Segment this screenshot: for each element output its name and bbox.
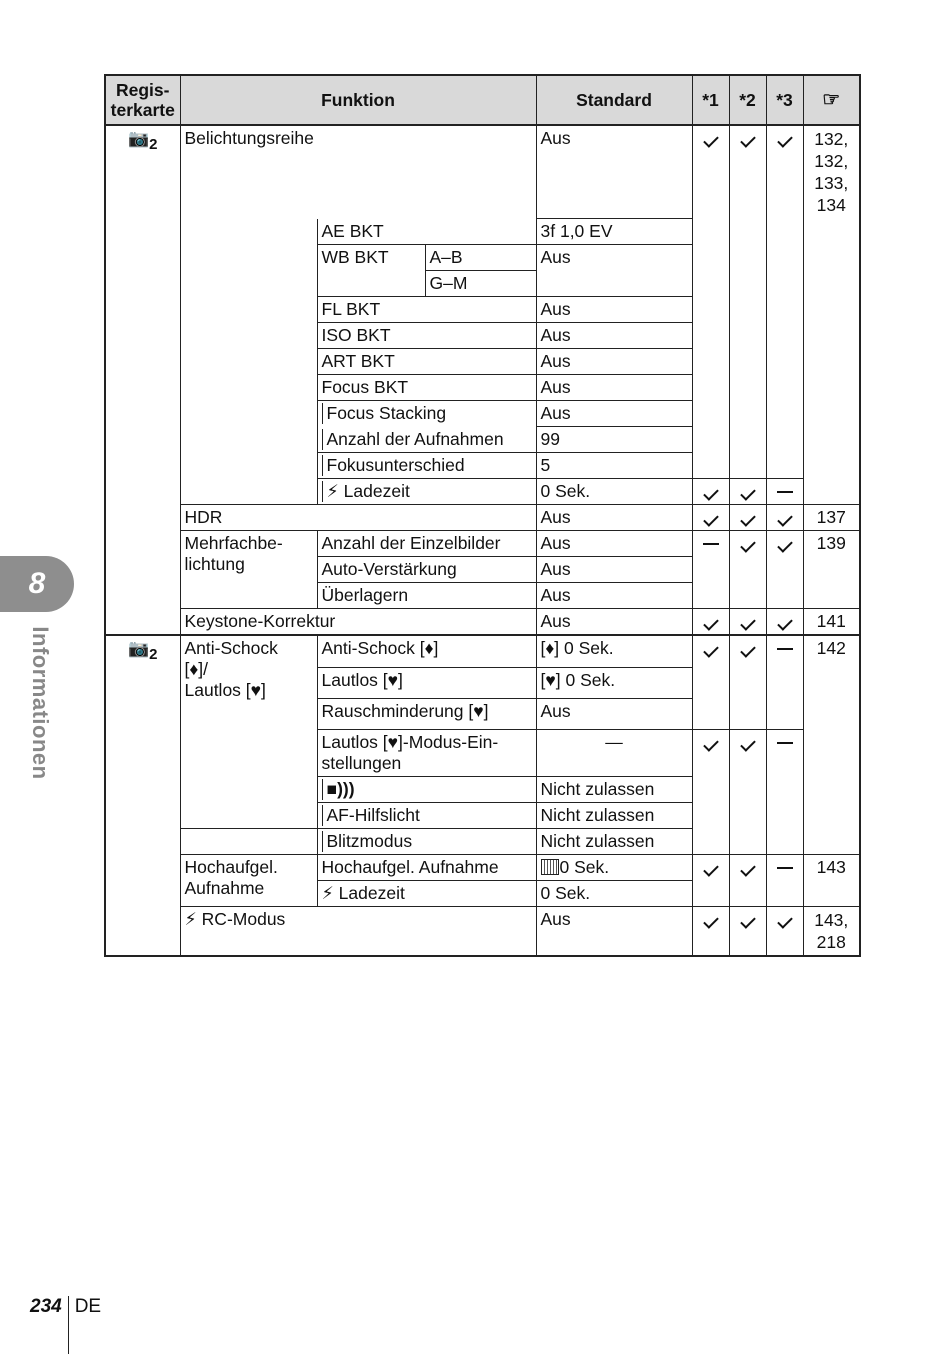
hdr-label: HDR: [180, 505, 536, 531]
footer-divider: [68, 1296, 69, 1354]
check-2: [729, 125, 766, 219]
fl-bkt-std: Aus: [536, 297, 692, 323]
tab-camera-2: [105, 125, 180, 219]
lautlos-modus-std: —: [536, 730, 692, 777]
check-icon: [740, 537, 756, 553]
check-1: [692, 479, 729, 505]
page-number: 234: [30, 1296, 62, 1317]
page-footer: [30, 1296, 101, 1354]
check-2: [729, 505, 766, 531]
check-2: [729, 635, 766, 668]
einzelbilder-label: Anzahl der Einzelbilder: [317, 531, 536, 557]
lautlos-modus-label: Lautlos [♥]-Modus-Ein- stellungen: [317, 730, 536, 777]
rausch-std: Aus: [536, 699, 692, 730]
belichtungsreihe-label: Belichtungsreihe: [180, 125, 536, 219]
blitzmodus-std: Nicht zulassen: [536, 829, 692, 855]
check-2: [729, 730, 766, 777]
check-1: [692, 125, 729, 219]
anzahl-aufnahmen-std: 99: [536, 427, 692, 453]
check-1: [692, 855, 729, 881]
fokusunterschied-std: 5: [536, 453, 692, 479]
check-2: [729, 609, 766, 636]
col-header-1: *1: [692, 75, 729, 125]
check-icon: [777, 615, 793, 631]
check-2: [729, 855, 766, 881]
check-1: [692, 609, 729, 636]
ueberlagern-label: Überlagern: [317, 583, 536, 609]
sound-std: Nicht zulassen: [536, 777, 692, 803]
col-header-function: Funktion: [180, 75, 536, 125]
wb-ab-label: A–B: [425, 245, 536, 271]
check-1: [692, 505, 729, 531]
antischock-label: Anti-Schock [♦]/ Lautlos [♥]: [180, 635, 317, 829]
check-icon: [740, 132, 756, 148]
dash-icon: [777, 867, 793, 869]
language-code: DE: [74, 1296, 102, 1317]
check-icon: [777, 913, 793, 929]
col-header-ref: [803, 75, 860, 125]
flash-icon: ⚡︎: [321, 883, 334, 903]
dash-3: [766, 479, 803, 505]
check-3: [766, 907, 803, 957]
check-icon: [777, 511, 793, 527]
sound-label: [317, 777, 536, 803]
dash-3: [766, 855, 803, 881]
settings-table: [104, 74, 861, 957]
wb-bkt-label: WB BKT: [317, 245, 425, 297]
ref-mehrfach: 139: [803, 531, 860, 557]
ref-hochaufg: 143: [803, 855, 860, 881]
rc-modus-std: Aus: [536, 907, 692, 957]
focus-stacking-label: Focus Stacking: [317, 401, 536, 427]
chapter-label: Informationen: [28, 626, 53, 780]
hdr-std: Aus: [536, 505, 692, 531]
blitzmodus-label: Blitzmodus: [317, 829, 536, 855]
focus-bkt-label: Focus BKT: [317, 375, 536, 401]
keystone-std: Aus: [536, 609, 692, 636]
wb-gm-label: G–M: [425, 271, 536, 297]
check-icon: [703, 511, 719, 527]
check-icon: [777, 132, 793, 148]
check-icon: [740, 861, 756, 877]
col-header-tab: Regis- terkarte: [105, 75, 180, 125]
flash-icon: ⚡︎: [184, 909, 197, 929]
check-3: [766, 531, 803, 557]
check-icon: [703, 485, 719, 501]
check-3: [766, 609, 803, 636]
col-header-3: *3: [766, 75, 803, 125]
check-icon: [703, 736, 719, 752]
camera-2-icon: $📷_2$: [127, 639, 158, 663]
check-3: [766, 505, 803, 531]
check-icon: [777, 537, 793, 553]
ueberlagern-std: Aus: [536, 583, 692, 609]
fl-bkt-label: FL BKT: [317, 297, 536, 323]
ladezeit-std-2: 0 Sek.: [536, 881, 692, 907]
timer-icon: [541, 859, 559, 875]
check-icon: [703, 913, 719, 929]
check-3: [766, 125, 803, 219]
af-hilfslicht-label: AF-Hilfslicht: [317, 803, 536, 829]
anzahl-aufnahmen-label: Anzahl der Aufnahmen: [317, 427, 536, 453]
antischock-sub-label: Anti-Schock [♦]: [317, 635, 536, 668]
chapter-tab: 8: [0, 556, 74, 612]
dash-icon: [777, 742, 793, 744]
einzelbilder-std: Aus: [536, 531, 692, 557]
focus-bkt-std: Aus: [536, 375, 692, 401]
autoverst-std: Aus: [536, 557, 692, 583]
check-icon: [703, 861, 719, 877]
mehrfach-label: Mehrfachbe- lichtung: [180, 531, 317, 609]
ladezeit-label-2: ⚡︎ Ladezeit: [317, 881, 536, 907]
antischock-std: [♦] 0 Sek.: [536, 635, 692, 668]
hochaufg-sub-label: Hochaufgel. Aufnahme: [317, 855, 536, 881]
check-icon: [740, 615, 756, 631]
ae-bkt-std: 3f 1,0 EV: [536, 219, 692, 245]
rausch-label: Rauschminderung [♥]: [317, 699, 536, 730]
autoverst-label: Auto-Verstärkung: [317, 557, 536, 583]
ref-keystone: 141: [803, 609, 860, 636]
check-2: [729, 907, 766, 957]
iso-bkt-label: ISO BKT: [317, 323, 536, 349]
check-icon: [740, 736, 756, 752]
dash-icon: [777, 648, 793, 650]
dash-icon: [703, 543, 719, 545]
focus-stacking-std: Aus: [536, 401, 692, 427]
wb-bkt-std: Aus: [536, 245, 692, 297]
check-icon: [703, 132, 719, 148]
ref-antischock: 142: [803, 635, 860, 668]
ref-belicht: 132, 132, 133, 134: [803, 125, 860, 219]
check-2: [729, 479, 766, 505]
flash-icon: ⚡︎: [326, 481, 339, 501]
speaker-icon: ■))): [322, 779, 355, 800]
dash-icon: [777, 491, 793, 493]
art-bkt-label: ART BKT: [317, 349, 536, 375]
keystone-label: Keystone-Korrektur: [180, 609, 536, 636]
col-header-2: *2: [729, 75, 766, 125]
ref-hdr: 137: [803, 505, 860, 531]
art-bkt-std: Aus: [536, 349, 692, 375]
ref-rc: 143, 218: [803, 907, 860, 957]
ladezeit-std-1: 0 Sek.: [536, 479, 692, 505]
iso-bkt-std: Aus: [536, 323, 692, 349]
check-2: [729, 531, 766, 557]
check-icon: [740, 485, 756, 501]
pointing-hand-icon: ☞: [822, 88, 841, 111]
belichtungsreihe-std: Aus: [536, 125, 692, 219]
check-icon: [703, 642, 719, 658]
fokusunterschied-label: Fokusunterschied: [317, 453, 536, 479]
ladezeit-label-1: ⚡︎ Ladezeit: [317, 479, 536, 505]
af-hilfslicht-std: Nicht zulassen: [536, 803, 692, 829]
ae-bkt-label: AE BKT: [317, 219, 536, 245]
hochaufg-std: 0 Sek.: [536, 855, 692, 881]
check-icon: [703, 615, 719, 631]
hochaufg-label: Hochaufgel. Aufnahme: [180, 855, 317, 907]
dash-3: [766, 730, 803, 777]
col-header-standard: Standard: [536, 75, 692, 125]
rc-modus-label: ⚡︎ RC-Modus: [180, 907, 536, 957]
lautlos-label: Lautlos [♥]: [317, 668, 536, 699]
camera-2-icon: $📷_2$: [127, 129, 158, 153]
dash-3: [766, 635, 803, 668]
check-icon: [740, 511, 756, 527]
lautlos-std: [♥] 0 Sek.: [536, 668, 692, 699]
tab-camera-2b: [105, 635, 180, 668]
check-icon: [740, 913, 756, 929]
check-1: [692, 907, 729, 957]
check-1: [692, 635, 729, 668]
dash-1: [692, 531, 729, 557]
check-icon: [740, 642, 756, 658]
check-1: [692, 730, 729, 777]
